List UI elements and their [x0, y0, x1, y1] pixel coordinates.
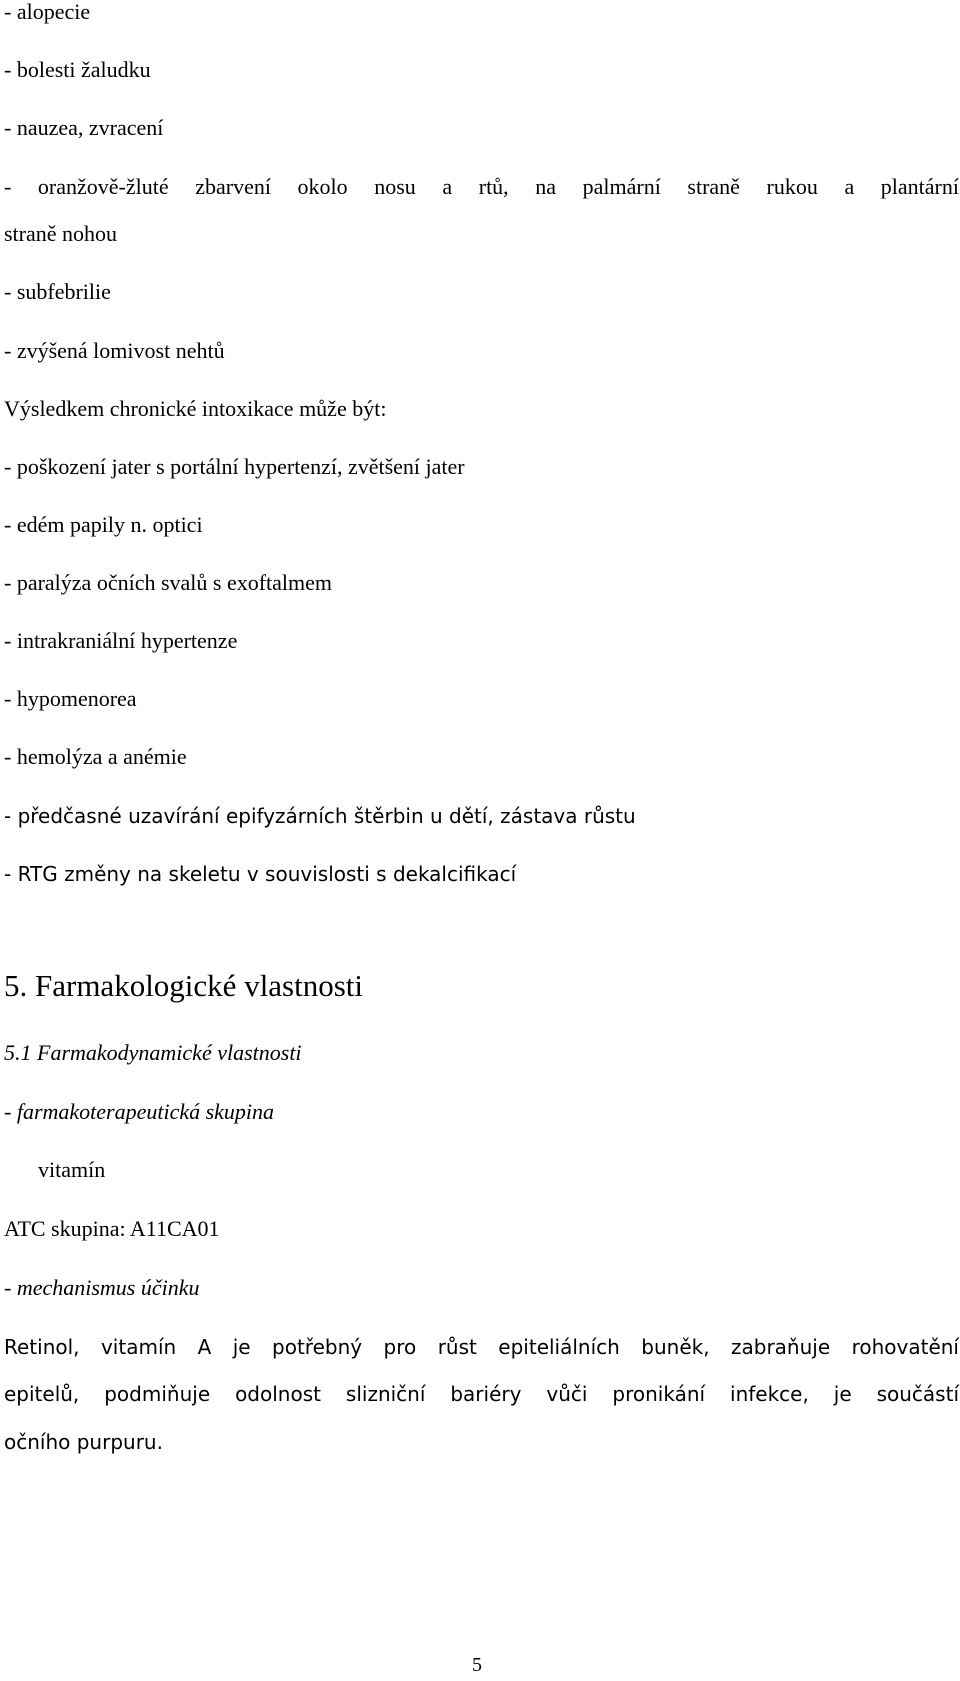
therapeutic-group-label: - farmakoterapeutická skupina	[4, 1099, 275, 1124]
list-item-discoloration-line2: straně nohou	[4, 221, 118, 246]
section-heading: 5. Farmakologické vlastnosti	[4, 968, 364, 1003]
list-item-stomach-pain: - bolesti žaludku	[4, 57, 151, 82]
chronic-item: - poškození jater s portální hypertenzí, zvětšení jater	[4, 454, 465, 479]
chronic-item: - intrakraniální hypertenze	[4, 628, 238, 653]
mechanism-text-line3: očního purpuru.	[4, 1430, 163, 1454]
atc-code: ATC skupina: A11CA01	[4, 1216, 220, 1241]
chronic-item: - předčasné uzavírání epifyzárních štěrbin u dětí, zástava růstu	[4, 804, 636, 828]
mechanism-label: - mechanismus účinku	[4, 1275, 200, 1300]
chronic-item: - paralýza očních svalů s exoftalmem	[4, 570, 333, 595]
list-item-nausea: - nauzea, zvracení	[4, 115, 164, 140]
list-item-alopecia: - alopecie	[4, 0, 91, 24]
list-item-nail-fragility: - zvýšená lomivost nehtů	[4, 338, 225, 363]
mechanism-text-line2: epitelů, podmiňuje odolnost slizniční bariéry vůči pronikání infekce, je součástí	[4, 1382, 959, 1406]
subsection-heading: 5.1 Farmakodynamické vlastnosti	[4, 1040, 302, 1065]
chronic-item: - RTG změny na skeletu v souvislosti s dekalcifikací	[4, 862, 517, 886]
mechanism-text-line1: Retinol, vitamín A je potřebný pro růst epiteliálních buněk, zabraňuje rohovatění	[4, 1335, 959, 1359]
list-item-subfebrile: - subfebrilie	[4, 279, 111, 304]
chronic-item: - hypomenorea	[4, 686, 137, 711]
page-number: 5	[472, 1654, 482, 1676]
chronic-intoxication-title: Výsledkem chronické intoxikace může být:	[4, 396, 387, 421]
list-item-discoloration-line1: - oranžově-žluté zbarvení okolo nosu a rtů, na palmární straně rukou a plantární	[4, 174, 959, 199]
chronic-item: - hemolýza a anémie	[4, 744, 187, 769]
chronic-item: - edém papily n. optici	[4, 512, 203, 537]
therapeutic-group-value: vitamín	[38, 1157, 106, 1182]
